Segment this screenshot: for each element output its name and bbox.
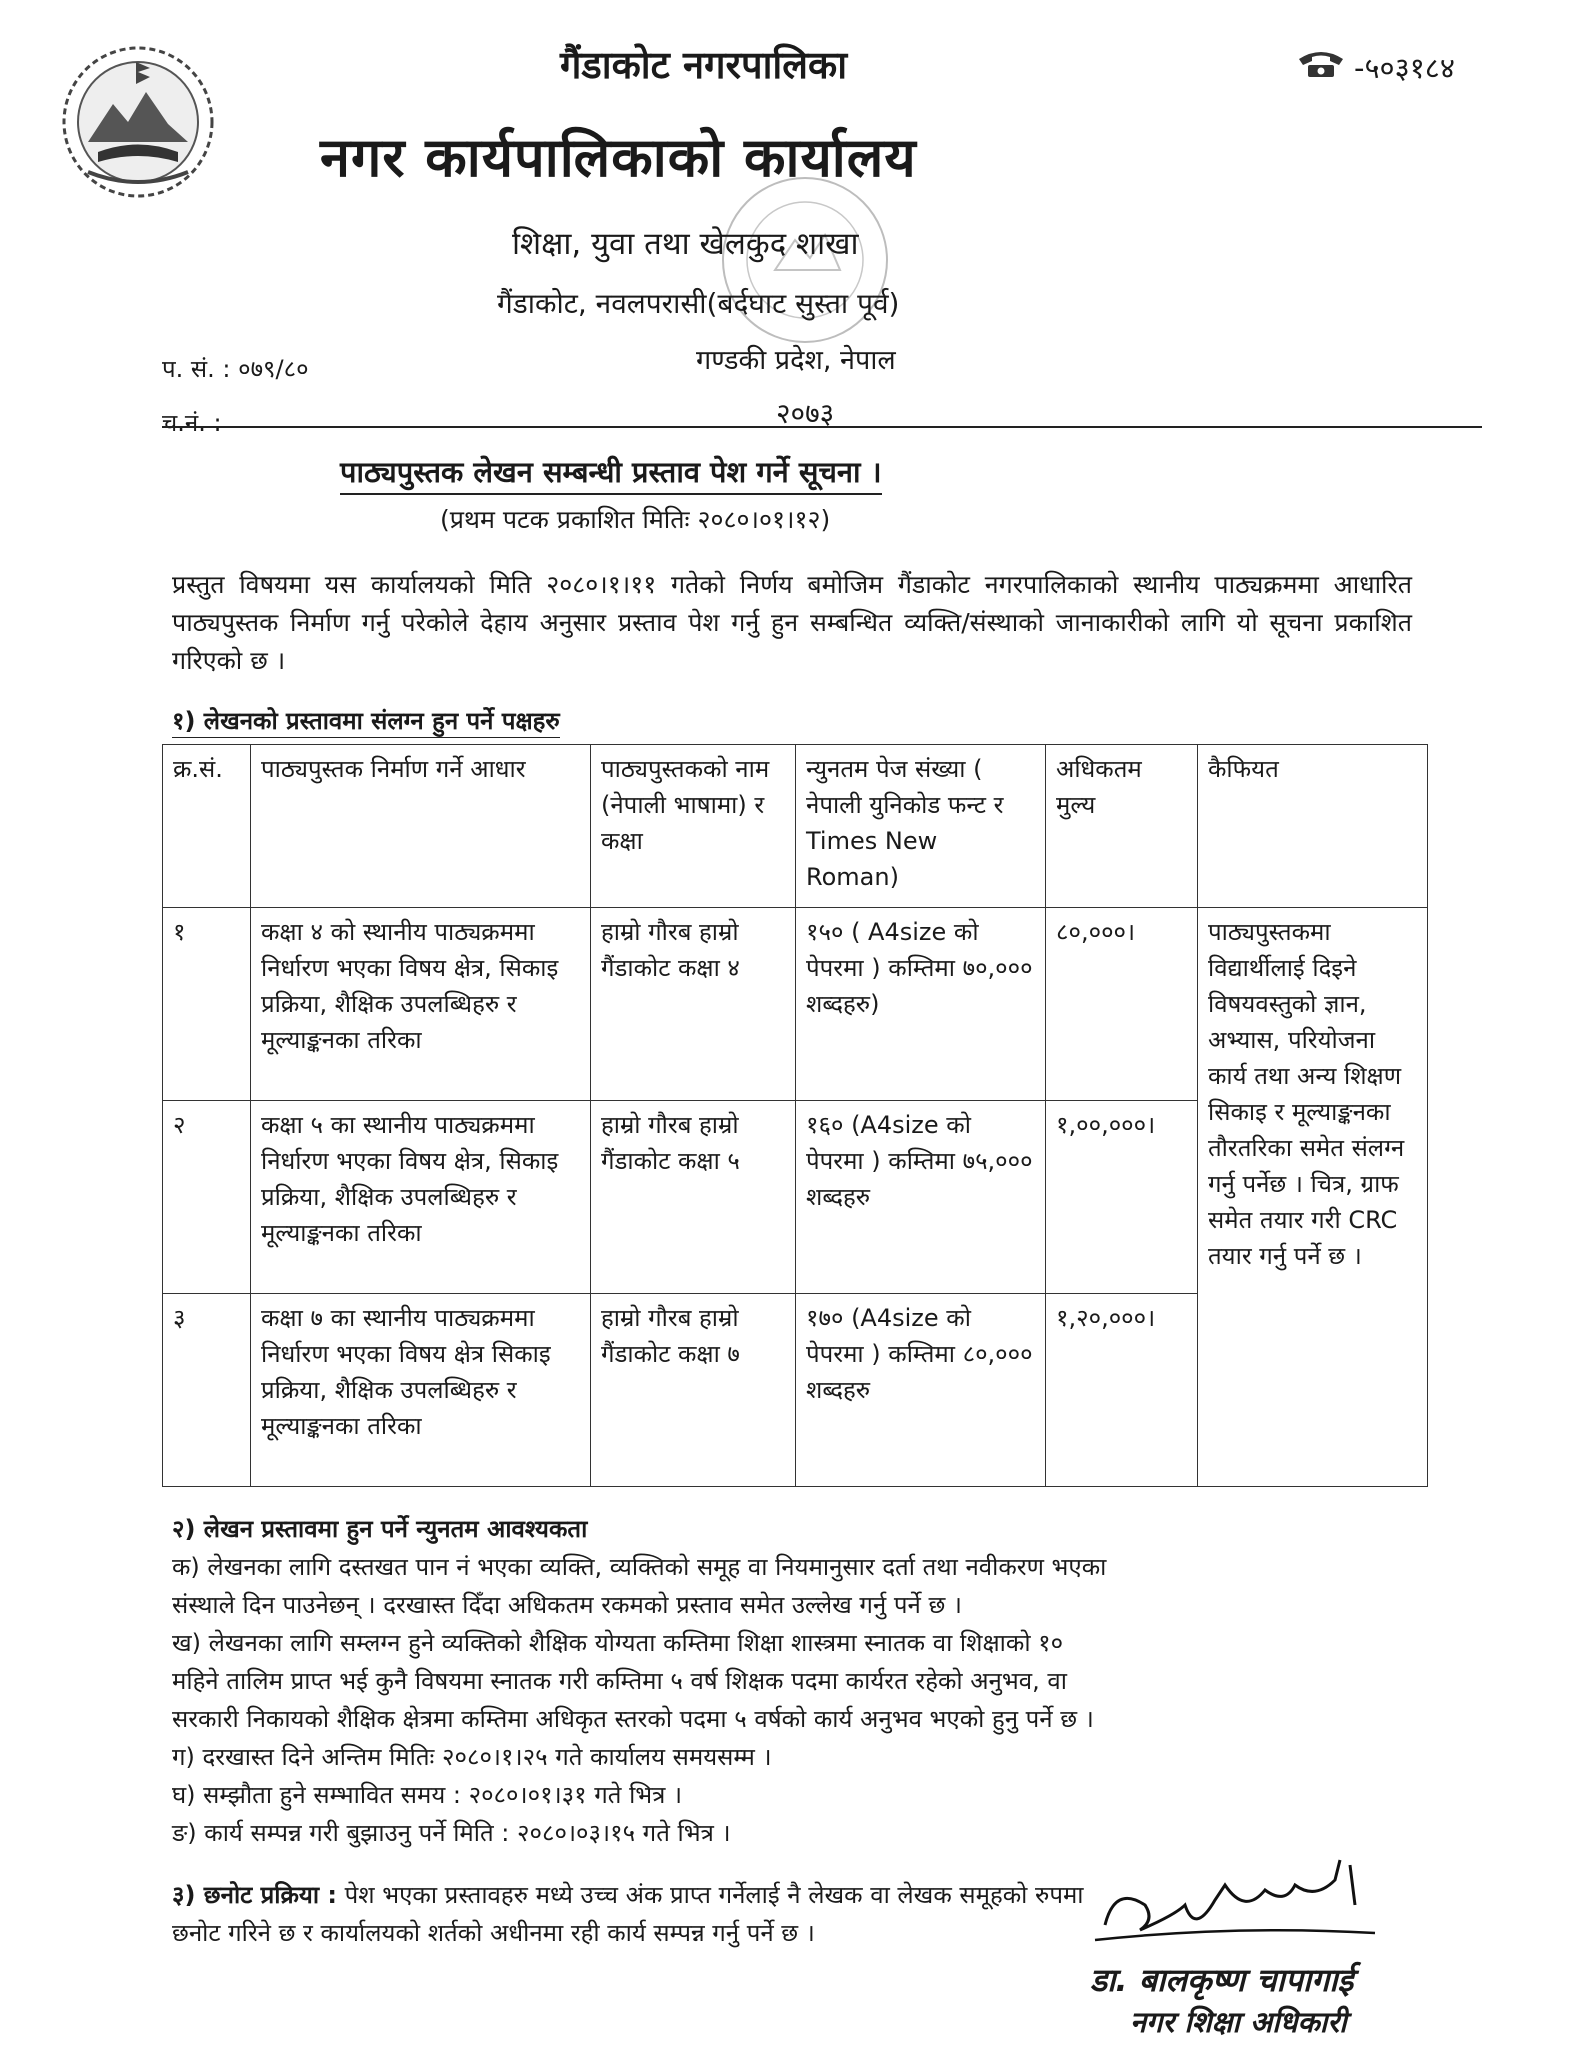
phone-value: -५०३१८४ bbox=[1354, 51, 1455, 85]
cell-basis: कक्षा ७ का स्थानीय पाठ्यक्रममा निर्धारण भएका विषय क्षेत्र सिकाइ प्रक्रिया, शैक्षिक उपलब्धिहरु र मूल्याङ्कनका तरिका bbox=[251, 1294, 591, 1487]
requirement-line: घ) सम्झौता हुने सम्भावित समय : २०८०।०१।३१ गते भित्र । bbox=[172, 1781, 683, 1809]
office-name: नगर कार्यपालिकाको कार्यालय bbox=[320, 126, 917, 189]
intro-paragraph: प्रस्तुत विषयमा यस कार्यालयको मिति २०८०।१।११ गतेको निर्णय बमोजिम गैंडाकोट नगरपालिकाको स्थानीय पाठ्यक्रममा आधारित पाठ्यपुस्तक निर्माण गर्नु परेकोले देहाय अनुसार प्रस्ताव पेश गर्नु हुन सम्बन्धित व्यक्ति/संस्थाको जानाकारीको लागि यो सूचना प्रकाशित गरिएको छ । bbox=[172, 570, 1412, 675]
requirement-line: सरकारी निकायको शैक्षिक क्षेत्रमा कम्तिमा अधिकृत स्तरको पदमा ५ वर्षको कार्य अनुभव भएको हुनु पर्ने छ । bbox=[172, 1705, 1094, 1733]
section2-heading: २) लेखन प्रस्तावमा हुन पर्ने न्युनतम आवश्यकता bbox=[172, 1515, 588, 1543]
col-header-sn: क्र.सं. bbox=[163, 745, 251, 908]
cell-sn: २ bbox=[163, 1101, 251, 1294]
signatory-title: नगर शिक्षा अधिकारी bbox=[1130, 2005, 1347, 2039]
cell-basis: कक्षा ५ का स्थानीय पाठ्यक्रममा निर्धारण भएका विषय क्षेत्र, सिकाइ प्रक्रिया, शैक्षिक उपलब्धिहरु र मूल्याङ्कनका तरिका bbox=[251, 1101, 591, 1294]
cell-remarks: पाठ्यपुस्तकमा विद्यार्थीलाई दिइने विषयवस्तुको ज्ञान, अभ्यास, परियोजना कार्य तथा अन्य शिक्षण सिकाइ र मूल्याङ्कनका तौरतरिका समेत संलग्न गर्नु पर्नेछ । चित्र, ग्राफ समेत तयार गरी CRC तयार गर्नु पर्ने छ । bbox=[1198, 908, 1428, 1487]
cell-price: ८०,०००। bbox=[1046, 908, 1198, 1101]
branch-name: शिक्षा, युवा तथा खेलकुद शाखा bbox=[512, 226, 859, 262]
col-header-pages: न्युनतम पेज संख्या ( नेपाली युनिकोड फन्ट र Times New Roman) bbox=[796, 745, 1046, 908]
section3-line2: छनोट गरिने छ र कार्यालयको शर्तको अधीनमा रही कार्य सम्पन्न गर्नु पर्ने छ । bbox=[172, 1919, 815, 1947]
col-header-price: अधिकतम मुल्य bbox=[1046, 745, 1198, 908]
cell-price: १,००,०००। bbox=[1046, 1101, 1198, 1294]
cell-book: हाम्रो गौरब हाम्रो गैंडाकोट कक्षा ५ bbox=[591, 1101, 796, 1294]
cell-basis: कक्षा ४ को स्थानीय पाठ्यक्रममा निर्धारण भएका विषय क्षेत्र, सिकाइ प्रक्रिया, शैक्षिक उपलब्धिहरु र मूल्याङ्कनका तरिका bbox=[251, 908, 591, 1101]
phone-number bbox=[1296, 48, 1455, 87]
cell-book: हाम्रो गौरब हाम्रो गैंडाकोट कक्षा ७ bbox=[591, 1294, 796, 1487]
cell-pages: १६० (A4size को पेपरमा ) कम्तिमा ७५,००० शब्दहरु bbox=[796, 1101, 1046, 1294]
col-header-remarks: कैफियत bbox=[1198, 745, 1428, 908]
publication-date: (प्रथम पटक प्रकाशित मितिः २०८०।०१।१२) bbox=[440, 505, 831, 534]
established-year: २०७३ bbox=[776, 397, 835, 430]
reference-number: प. सं. : ०७९/८० bbox=[162, 355, 309, 383]
requirement-line: क) लेखनका लागि दस्तखत पान नं भएका व्यक्ति, व्यक्तिको समूह वा नियमानुसार दर्ता तथा नवीकरण भएका bbox=[172, 1553, 1107, 1581]
requirement-line: महिने तालिम प्राप्त भई कुनै विषयमा स्नातक गरी कम्तिमा ५ वर्ष शिक्षक पदमा कार्यरत रहेको अनुभव, वा bbox=[172, 1667, 1067, 1695]
province: गण्डकी प्रदेश, नेपाल bbox=[696, 345, 896, 376]
section1-heading: १) लेखनको प्रस्तावमा संलग्न हुन पर्ने पक्षहरु bbox=[172, 704, 560, 738]
cell-book: हाम्रो गौरब हाम्रो गैंडाकोट कक्षा ४ bbox=[591, 908, 796, 1101]
requirement-line: ख) लेखनका लागि सम्लग्न हुने व्यक्तिको शैक्षिक योग्यता कम्तिमा शिक्षा शास्त्रमा स्नातक वा शिक्षाको १० bbox=[172, 1629, 1064, 1657]
section3-line1 bbox=[172, 1878, 1084, 1911]
section3-heading: ३) छनोट प्रक्रिया : bbox=[172, 1881, 338, 1909]
cell-sn: १ bbox=[163, 908, 251, 1101]
col-header-book: पाठ्यपुस्तकको नाम (नेपाली भाषामा) र कक्षा bbox=[591, 745, 796, 908]
handwritten-signature bbox=[1085, 1845, 1385, 1959]
table-row bbox=[163, 908, 1428, 1101]
municipality-name: गैंडाकोट नगरपालिका bbox=[560, 43, 848, 87]
col-header-basis: पाठ्यपुस्तक निर्माण गर्ने आधार bbox=[251, 745, 591, 908]
section3-text: पेश भएका प्रस्तावहरु मध्ये उच्च अंक प्राप्त गर्नेलाई नै लेखक वा लेखक समूहको रुपमा bbox=[344, 1881, 1084, 1909]
textbook-table bbox=[162, 744, 1428, 1487]
table-header-row bbox=[163, 745, 1428, 908]
cell-pages: १७० (A4size को पेपरमा ) कम्तिमा ८०,००० शब्दहरु bbox=[796, 1294, 1046, 1487]
nepal-emblem bbox=[58, 42, 218, 206]
header-divider bbox=[162, 426, 1482, 428]
cell-pages: १५० ( A4size को पेपरमा ) कम्तिमा ७०,००० शब्दहरु) bbox=[796, 908, 1046, 1101]
requirement-line: ङ) कार्य सम्पन्न गरी बुझाउनु पर्ने मिति : २०८०।०३।१५ गते भित्र । bbox=[172, 1819, 731, 1847]
cell-sn: ३ bbox=[163, 1294, 251, 1487]
telephone-icon bbox=[1296, 49, 1346, 86]
cell-price: १,२०,०००। bbox=[1046, 1294, 1198, 1487]
dispatch-number: च.नं. : bbox=[162, 409, 222, 437]
notice-title: पाठ्यपुस्तक लेखन सम्बन्धी प्रस्ताव पेश गर्ने सूचना । bbox=[340, 452, 882, 495]
requirement-line: संस्थाले दिन पाउनेछन् । दरखास्त दिँदा अधिकतम रकमको प्रस्ताव समेत उल्लेख गर्नु पर्ने छ । bbox=[172, 1591, 962, 1619]
requirement-line: ग) दरखास्त दिने अन्तिम मितिः २०८०।१।२५ गते कार्यालय समयसम्म । bbox=[172, 1743, 772, 1771]
office-address: गैंडाकोट, नवलपरासी(बर्दघाट सुस्ता पूर्व) bbox=[497, 287, 900, 320]
signatory-name: डा. बालकृष्ण चापागाई bbox=[1090, 1961, 1354, 1999]
